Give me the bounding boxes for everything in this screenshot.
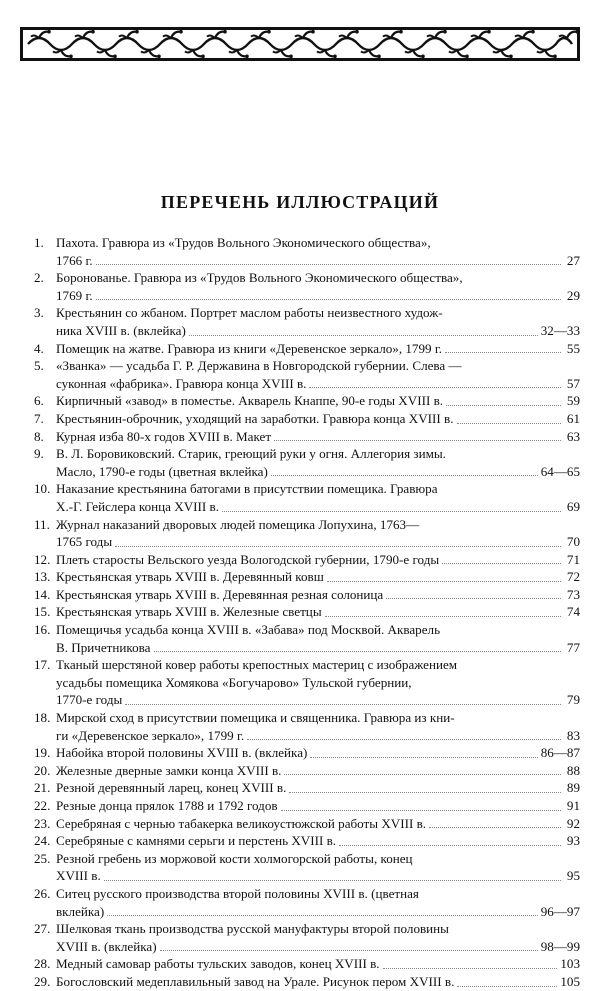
entry-text: Богословский медеплавильный завод на Урале. Рисунок пером XVIII в. (56, 973, 455, 989)
ornament-berry (113, 55, 117, 59)
ornament-leaf (281, 50, 290, 56)
page-number: 69 (566, 498, 580, 514)
ornament-vine (28, 38, 572, 50)
page-number: 70 (566, 534, 580, 550)
dot-leader (309, 386, 561, 388)
ornament-leaf (435, 32, 444, 38)
ornament-leaf (215, 32, 224, 38)
list-item (34, 850, 580, 885)
entry-number: 6. (34, 393, 44, 409)
page-number: 98—99 (540, 938, 580, 954)
ornament-berry (223, 30, 227, 34)
dot-leader (445, 351, 561, 353)
entry-text: 1770-е годы (56, 692, 123, 708)
entry-text: Резной деревянный ларец, конец XVIII в. (56, 780, 287, 796)
page-number: 103 (560, 956, 580, 972)
entry-text: Кирпичный «завод» в поместье. Акварель Кнаппе, 90-е годы XVIII в. (56, 393, 444, 409)
entry-line (34, 568, 580, 586)
entry-number: 21. (34, 780, 51, 796)
entry-text: В. Л. Боровиковский. Старик, греющий руки у огня. Аллегория зимы. (56, 446, 446, 462)
entry-text: 1765 годы (56, 534, 113, 550)
page-number: 73 (566, 586, 580, 602)
page-number: 105 (560, 973, 580, 989)
page-number: 77 (566, 639, 580, 655)
entry-line (34, 885, 580, 903)
entry-text: Курная изба 80-х годов XVIII в. Макет (56, 428, 272, 444)
entry-line (34, 463, 580, 481)
entry-text: Крестьянин со жбаном. Портрет маслом работы неизвестного худож- (56, 305, 443, 321)
ornament-leaf (501, 50, 510, 56)
entry-line (34, 445, 580, 463)
entry-line (34, 832, 580, 850)
list-item (34, 709, 580, 744)
dot-leader (160, 949, 538, 951)
ornament-berry (553, 55, 557, 59)
page-number: 29 (566, 287, 580, 303)
entry-text: Журнал наказаний дворовых людей помещика Лопухина, 1763— (56, 516, 420, 532)
entry-text: Крестьянская утварь XVIII в. Деревянная резная солоница (56, 586, 384, 602)
ornament-berry (91, 30, 95, 34)
dot-leader (383, 967, 558, 969)
entry-text: «Званка» — усадьба Г. Р. Державина в Новгородской губернии. Слева — (56, 358, 462, 374)
page-number: 61 (566, 410, 580, 426)
entry-number: 12. (34, 551, 51, 567)
page-number: 72 (566, 569, 580, 585)
entry-line (34, 340, 580, 358)
list-item (34, 762, 580, 780)
entry-text: 1766 г. (56, 252, 93, 268)
entry-text: Серебряные с камнями серьги и перстень XVIII в. (56, 833, 337, 849)
ornament-leaf (347, 32, 356, 38)
ornament-berry (487, 30, 491, 34)
entry-number: 27. (34, 921, 51, 937)
ornament-leaf (105, 50, 114, 56)
list-item (34, 955, 580, 973)
list-item (34, 779, 580, 797)
list-item (34, 832, 580, 850)
entry-line (34, 252, 580, 270)
entry-line (34, 727, 580, 745)
entry-number: 3. (34, 305, 44, 321)
ornament-berry (289, 55, 293, 59)
ornament-berry (443, 30, 447, 34)
entry-line (34, 392, 580, 410)
entry-line (34, 586, 580, 604)
page-number: 91 (566, 798, 580, 813)
ornament-leaf (127, 32, 136, 38)
dot-leader (125, 703, 561, 705)
list-item (34, 920, 580, 955)
ornament-berry (179, 30, 183, 34)
entry-line (34, 850, 580, 868)
entry-text: XVIII в. (вклейка) (56, 938, 157, 954)
ornament-berry (267, 30, 271, 34)
entry-line (34, 304, 580, 322)
page-number: 32—33 (540, 322, 580, 338)
dot-leader (339, 844, 561, 846)
page-number: 27 (566, 252, 580, 268)
entry-line (34, 428, 580, 446)
list-item (34, 428, 580, 446)
entry-number: 20. (34, 762, 51, 778)
dot-leader (247, 738, 561, 740)
dot-leader (284, 773, 561, 775)
entry-text: Набойка второй половины XVIII в. (вклейка) (56, 745, 308, 761)
entry-text: Медный самовар работы тульских заводов, конец XVIII в. (56, 956, 380, 972)
ornament-leaf (567, 32, 576, 38)
entry-number: 25. (34, 850, 51, 866)
entry-text: Резные донца прялок 1788 и 1792 годов (56, 798, 278, 813)
entry-number: 1. (34, 235, 44, 250)
page-number: 89 (566, 780, 580, 796)
page-number: 64—65 (540, 463, 580, 479)
entry-line (34, 375, 580, 393)
ornament-berry (245, 55, 249, 59)
entry-line (34, 410, 580, 428)
entry-number: 17. (34, 657, 51, 673)
entry-line (34, 938, 580, 956)
entry-line (34, 867, 580, 885)
ornament-leaf (237, 50, 246, 56)
ornament-berry (531, 30, 535, 34)
entry-text: Крестьянская утварь XVIII в. Деревянный ковш (56, 569, 324, 585)
entry-text: Резной гребень из моржовой кости холмогорской работы, конец (56, 850, 413, 866)
entry-number: 19. (34, 745, 51, 761)
ornament-berry (465, 55, 469, 59)
ornament-leaf (39, 32, 48, 38)
ornament-berry (135, 30, 139, 34)
entry-number: 22. (34, 798, 51, 813)
dot-leader (446, 404, 561, 406)
list-item (34, 269, 580, 304)
list-item (34, 480, 580, 515)
entry-line (34, 779, 580, 797)
entry-number: 28. (34, 956, 51, 972)
entry-number: 26. (34, 885, 51, 901)
page-number: 92 (566, 815, 580, 831)
entry-line (34, 603, 580, 621)
vine-ornament-svg (20, 27, 580, 61)
entry-line (34, 797, 580, 815)
page-number: 71 (566, 551, 580, 567)
dot-leader (386, 597, 561, 599)
entry-number: 5. (34, 358, 44, 374)
entry-line (34, 287, 580, 305)
list-item (34, 340, 580, 358)
entry-line (34, 621, 580, 639)
list-item (34, 445, 580, 480)
entry-line (34, 744, 580, 762)
entry-text: Масло, 1790-е годы (цветная вклейка) (56, 463, 268, 479)
page-number: 79 (566, 692, 580, 708)
entry-text: Крестьянская утварь XVIII в. Железные светцы (56, 604, 322, 620)
entry-text: вклейка) (56, 903, 105, 919)
page-number: 96—97 (540, 903, 580, 919)
list-item (34, 621, 580, 656)
dot-leader (189, 334, 538, 336)
ornament-leaf (457, 50, 466, 56)
entry-text: суконная «фабрика». Гравюра конца XVIII в. (56, 375, 307, 391)
entry-number: 13. (34, 569, 51, 585)
ornament-leaf (193, 50, 202, 56)
entry-line (34, 674, 580, 692)
entry-text: В. Причетникова (56, 639, 151, 655)
ornament-berry (575, 30, 579, 34)
entry-number: 11. (34, 516, 50, 532)
entry-text: Х.-Г. Гейслера конца XVIII в. (56, 498, 219, 514)
dot-leader (96, 263, 561, 265)
entry-line (34, 903, 580, 921)
entry-text: Плеть старосты Вельского уезда Вологодской губернии, 1790-е годы (56, 551, 440, 567)
entry-text: Железные дверные замки конца XVIII в. (56, 762, 282, 778)
list-item (34, 568, 580, 586)
ornament-berry (201, 55, 205, 59)
dot-leader (274, 439, 561, 441)
entry-text: Тканый шерстяной ковер работы крепостных мастериц с изображением (56, 657, 458, 673)
list-item (34, 392, 580, 410)
ornament-berry (509, 55, 513, 59)
entry-line (34, 516, 580, 534)
entry-text: 1769 г. (56, 287, 93, 303)
entry-number: 8. (34, 428, 44, 444)
entry-number: 4. (34, 340, 44, 356)
entry-line (34, 234, 580, 252)
entry-number: 7. (34, 410, 44, 426)
dot-leader (289, 791, 561, 793)
ornament-berry (69, 55, 73, 59)
dot-leader (271, 474, 538, 476)
page-number: 93 (566, 833, 580, 849)
ornament-leaf (413, 50, 422, 56)
list-item (34, 234, 580, 269)
entry-text: Ситец русского производства второй половины XVIII в. (цветная (56, 885, 419, 901)
illustrations-list (34, 234, 580, 991)
list-item (34, 815, 580, 833)
ornament-leaf (369, 50, 378, 56)
list-item (34, 586, 580, 604)
ornament-leaf (259, 32, 268, 38)
dot-leader (96, 298, 561, 300)
dot-leader (325, 615, 561, 617)
entry-text: Мирской сход в присутствии помещика и священника. Гравюра из кни- (56, 710, 455, 726)
list-item (34, 656, 580, 709)
list-item (34, 603, 580, 621)
ornament-berry (311, 30, 315, 34)
entry-line (34, 639, 580, 657)
entry-text: ника XVIII в. (вклейка) (56, 322, 186, 338)
dot-leader (457, 422, 562, 424)
entry-line (34, 691, 580, 709)
dot-leader (107, 914, 537, 916)
entry-number: 14. (34, 586, 51, 602)
ornament-berry (47, 30, 51, 34)
ornament-berry (355, 30, 359, 34)
entry-line (34, 709, 580, 727)
dot-leader (442, 562, 561, 564)
page-number: 95 (566, 868, 580, 884)
entry-line (34, 533, 580, 551)
entry-number: 23. (34, 815, 51, 831)
ornament-berry (157, 55, 161, 59)
entry-number: 16. (34, 622, 51, 638)
entry-text: Пахота. Гравюра из «Трудов Вольного Экономического общества», (56, 235, 431, 250)
ornament-leaf (171, 32, 180, 38)
page-number: 59 (566, 393, 580, 409)
ornament-leaf (61, 50, 70, 56)
entry-line (34, 551, 580, 569)
ornament-leaf (479, 32, 488, 38)
entry-line (34, 955, 580, 973)
dot-leader (429, 826, 561, 828)
entry-text: усадьбы помещика Хомякова «Богучарово» Тульской губернии, (56, 674, 412, 690)
entry-text: Помещик на жатве. Гравюра из книги «Деревенское зеркало», 1799 г. (56, 340, 443, 356)
ornament-leaf (523, 32, 532, 38)
dot-leader (154, 650, 562, 652)
list-item (34, 516, 580, 551)
entry-line (34, 498, 580, 516)
entry-text: XVIII в. (56, 868, 101, 884)
ornament-leaf (149, 50, 158, 56)
dot-leader (115, 545, 561, 547)
entry-line (34, 357, 580, 375)
entry-text: Помещичья усадьба конца XVIII в. «Забава» под Москвой. Акварель (56, 622, 441, 638)
dot-leader (327, 580, 561, 582)
dot-leader (310, 756, 537, 758)
list-item (34, 304, 580, 339)
ornament-leaf (83, 32, 92, 38)
entry-text: Наказание крестьянина батогами в присутствии помещика. Гравюра (56, 481, 438, 497)
entry-line (34, 269, 580, 287)
entry-line (34, 815, 580, 833)
list-item (34, 885, 580, 920)
list-item (34, 973, 580, 991)
dot-leader (222, 510, 561, 512)
entry-number: 29. (34, 973, 51, 989)
page-number: 86—87 (540, 745, 580, 761)
page-number: 63 (566, 428, 580, 444)
list-item (34, 357, 580, 392)
entry-number: 2. (34, 270, 44, 286)
entry-line (34, 762, 580, 780)
list-item (34, 410, 580, 428)
entry-text: Боронованье. Гравюра из «Трудов Вольного Экономического общества», (56, 270, 463, 286)
entry-line (34, 322, 580, 340)
ornament-berry (333, 55, 337, 59)
dot-leader (104, 879, 561, 881)
entry-line (34, 656, 580, 674)
list-item (34, 551, 580, 569)
decorative-vine-border (20, 27, 580, 61)
page-number: 57 (566, 375, 580, 391)
entry-text: Шелковая ткань производства русской мануфактуры второй половины (56, 921, 449, 937)
entry-number: 24. (34, 833, 51, 849)
ornament-berry (377, 55, 381, 59)
ornament-leaf (391, 32, 400, 38)
dot-leader (281, 809, 561, 811)
entry-line (34, 973, 580, 991)
entry-number: 15. (34, 604, 51, 620)
entry-text: Крестьянин-оброчник, уходящий на заработки. Гравюра конца XVIII в. (56, 410, 454, 426)
dot-leader (457, 985, 557, 987)
ornament-berry (421, 55, 425, 59)
ornament-frame (22, 29, 579, 60)
entry-number: 18. (34, 710, 51, 726)
entry-number: 10. (34, 481, 51, 497)
ornament-berry (399, 30, 403, 34)
page-title: ПЕРЕЧЕНЬ ИЛЛЮСТРАЦИЙ (160, 192, 440, 212)
list-item (34, 797, 580, 815)
page-number: 74 (566, 604, 580, 620)
page-number: 55 (566, 340, 580, 356)
entry-text: Серебряная с чернью табакерка великоустюжской работы XVIII в. (56, 815, 427, 831)
ornament-leaf (325, 50, 334, 56)
ornament-leaf (303, 32, 312, 38)
page-number: 83 (566, 727, 580, 743)
page-number: 88 (566, 762, 580, 778)
list-item (34, 744, 580, 762)
entry-line (34, 480, 580, 498)
entry-number: 9. (34, 446, 44, 462)
ornament-leaf (545, 50, 554, 56)
entry-text: ги «Деревенское зеркало», 1799 г. (56, 727, 245, 743)
entry-line (34, 920, 580, 938)
